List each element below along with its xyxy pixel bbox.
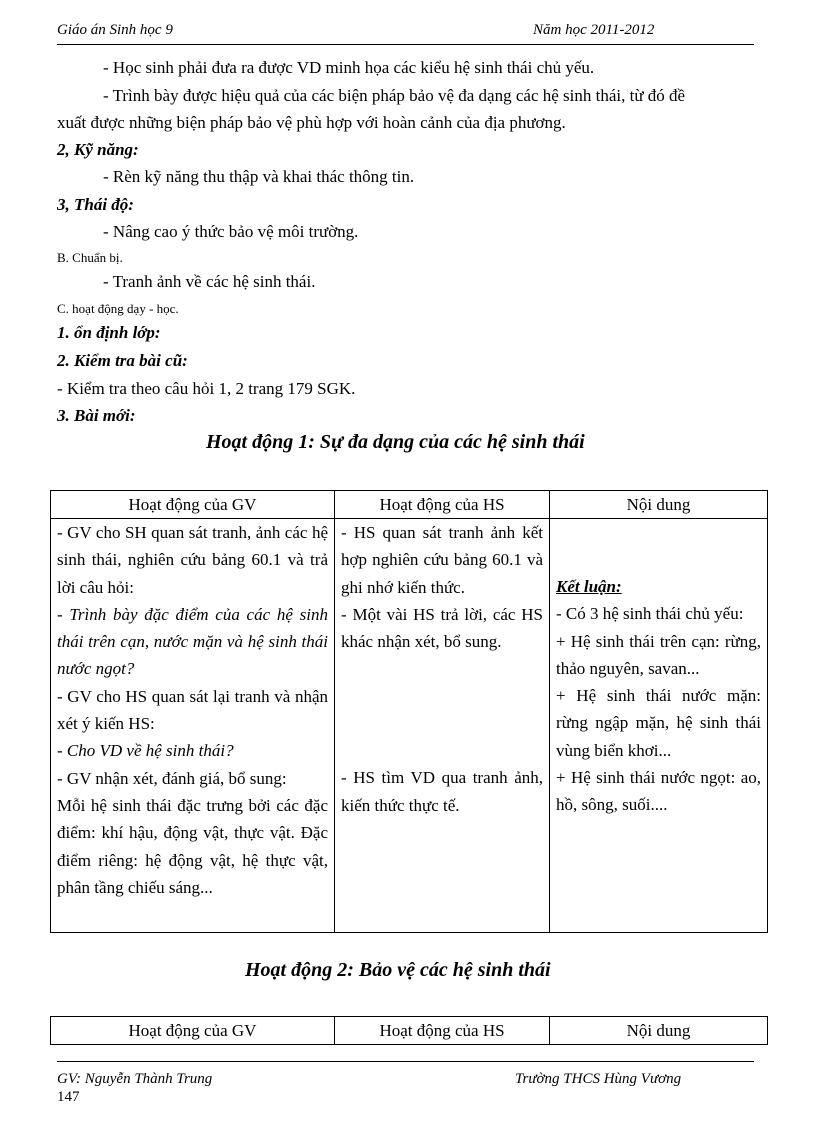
- header-right: Năm học 2011-2012: [533, 22, 655, 38]
- cell-paragraph: - GV nhận xét, đánh giá, bổ sung:: [57, 768, 287, 788]
- content-cell: [550, 519, 768, 933]
- conclusion-label: Kết luận:: [556, 577, 622, 596]
- prep-line: - Tranh ảnh về các hệ sinh thái.: [103, 272, 316, 291]
- objective-line: - Học sinh phải đưa ra được VD minh họa các kiểu hệ sinh thái chủ yếu.: [103, 58, 595, 77]
- cell-paragraph: + Hệ sinh thái nước ngọt: ao, hồ, sông, suối....: [556, 768, 761, 815]
- activity-2-table: [50, 1016, 768, 1045]
- cell-paragraph: - GV cho SH quan sát tranh, ảnh các hệ sinh thái, nghiên cứu bảng 60.1 và trả lời câu hỏi:: [57, 523, 328, 597]
- step-detail: - Kiểm tra theo câu hỏi 1, 2 trang 179 SGK.: [57, 379, 356, 398]
- cell-question: - Cho VD về hệ sinh thái?: [57, 741, 234, 761]
- step-heading: 1. ổn định lớp:: [57, 323, 161, 342]
- page-number: 147: [57, 1089, 80, 1105]
- column-header: Hoạt động của HS: [335, 491, 550, 519]
- column-header: Hoạt động của GV: [51, 491, 335, 519]
- footer-rule: [57, 1061, 754, 1062]
- cell-paragraph: Mỗi hệ sinh thái đặc trưng bởi các đặc điểm: khí hậu, động vật, thực vật. Đặc điểm riêng: hệ động vật, hệ thực vật, phân tầng chiếu sáng...: [57, 795, 328, 897]
- objective-line: - Trình bày được hiệu quả của các biện pháp bảo vệ đa dạng các hệ sinh thái, từ đó đề: [103, 86, 686, 105]
- activity-2-title: Hoạt động 2: Bảo vệ các hệ sinh thái: [245, 959, 551, 981]
- activities-heading: C. hoạt động dạy - học.: [57, 301, 179, 316]
- attitude-line: - Nâng cao ý thức bảo vệ môi trường.: [103, 222, 359, 241]
- cell-paragraph: + Hệ sinh thái trên cạn: rừng, thảo nguyên, savan...: [556, 631, 761, 678]
- cell-paragraph: - HS quan sát tranh ảnh kết hợp nghiên cứu bảng 60.1 và ghi nhớ kiến thức.: [341, 523, 543, 597]
- cell-paragraph: - Có 3 hệ sinh thái chủ yếu:: [556, 604, 744, 624]
- step-heading: 3. Bài mới:: [57, 406, 136, 425]
- cell-question: - Trình bày đặc điểm của các hệ sinh thái trên cạn, nước mặn và hệ sinh thái nước ngọt?: [57, 604, 328, 679]
- skill-heading: 2, Kỹ năng:: [57, 140, 139, 159]
- table-row: [51, 519, 768, 933]
- step-heading: 2. Kiểm tra bài cũ:: [57, 351, 188, 370]
- teacher-activity-cell: [51, 519, 335, 933]
- cell-paragraph: - GV cho HS quan sát lại tranh và nhận xét ý kiến HS:: [57, 686, 328, 734]
- cell-paragraph: - Một vài HS trả lời, các HS khác nhận xét, bổ sung.: [341, 604, 543, 652]
- table-header-row: [51, 1017, 768, 1045]
- student-activity-cell: [335, 519, 550, 933]
- activity-1-table: [50, 490, 768, 933]
- footer-author: GV: Nguyễn Thành Trung: [57, 1071, 213, 1087]
- attitude-heading: 3, Thái độ:: [57, 195, 134, 214]
- cell-paragraph: + Hệ sinh thái nước mặn: rừng ngập mặn, hệ sinh thái vùng biển khơi...: [556, 686, 761, 760]
- column-header: Hoạt động của GV: [51, 1017, 335, 1045]
- column-header: Hoạt động của HS: [335, 1017, 550, 1045]
- table-header-row: [51, 491, 768, 519]
- prep-heading: B. Chuẩn bị.: [57, 250, 123, 265]
- header-rule: [57, 44, 754, 45]
- column-header: Nội dung: [550, 491, 768, 519]
- footer-school: Trường THCS Hùng Vương: [515, 1071, 682, 1087]
- objective-line: xuất được những biện pháp bảo vệ phù hợp với hoàn cảnh của địa phương.: [57, 113, 566, 132]
- activity-1-title: Hoạt động 1: Sự đa dạng của các hệ sinh thái: [206, 431, 585, 453]
- cell-paragraph: - HS tìm VD qua tranh ảnh, kiến thức thực tế.: [341, 768, 543, 815]
- column-header: Nội dung: [550, 1017, 768, 1045]
- header-left: Giáo án Sinh học 9: [57, 22, 173, 38]
- skill-line: - Rèn kỹ năng thu thập và khai thác thông tin.: [103, 167, 415, 186]
